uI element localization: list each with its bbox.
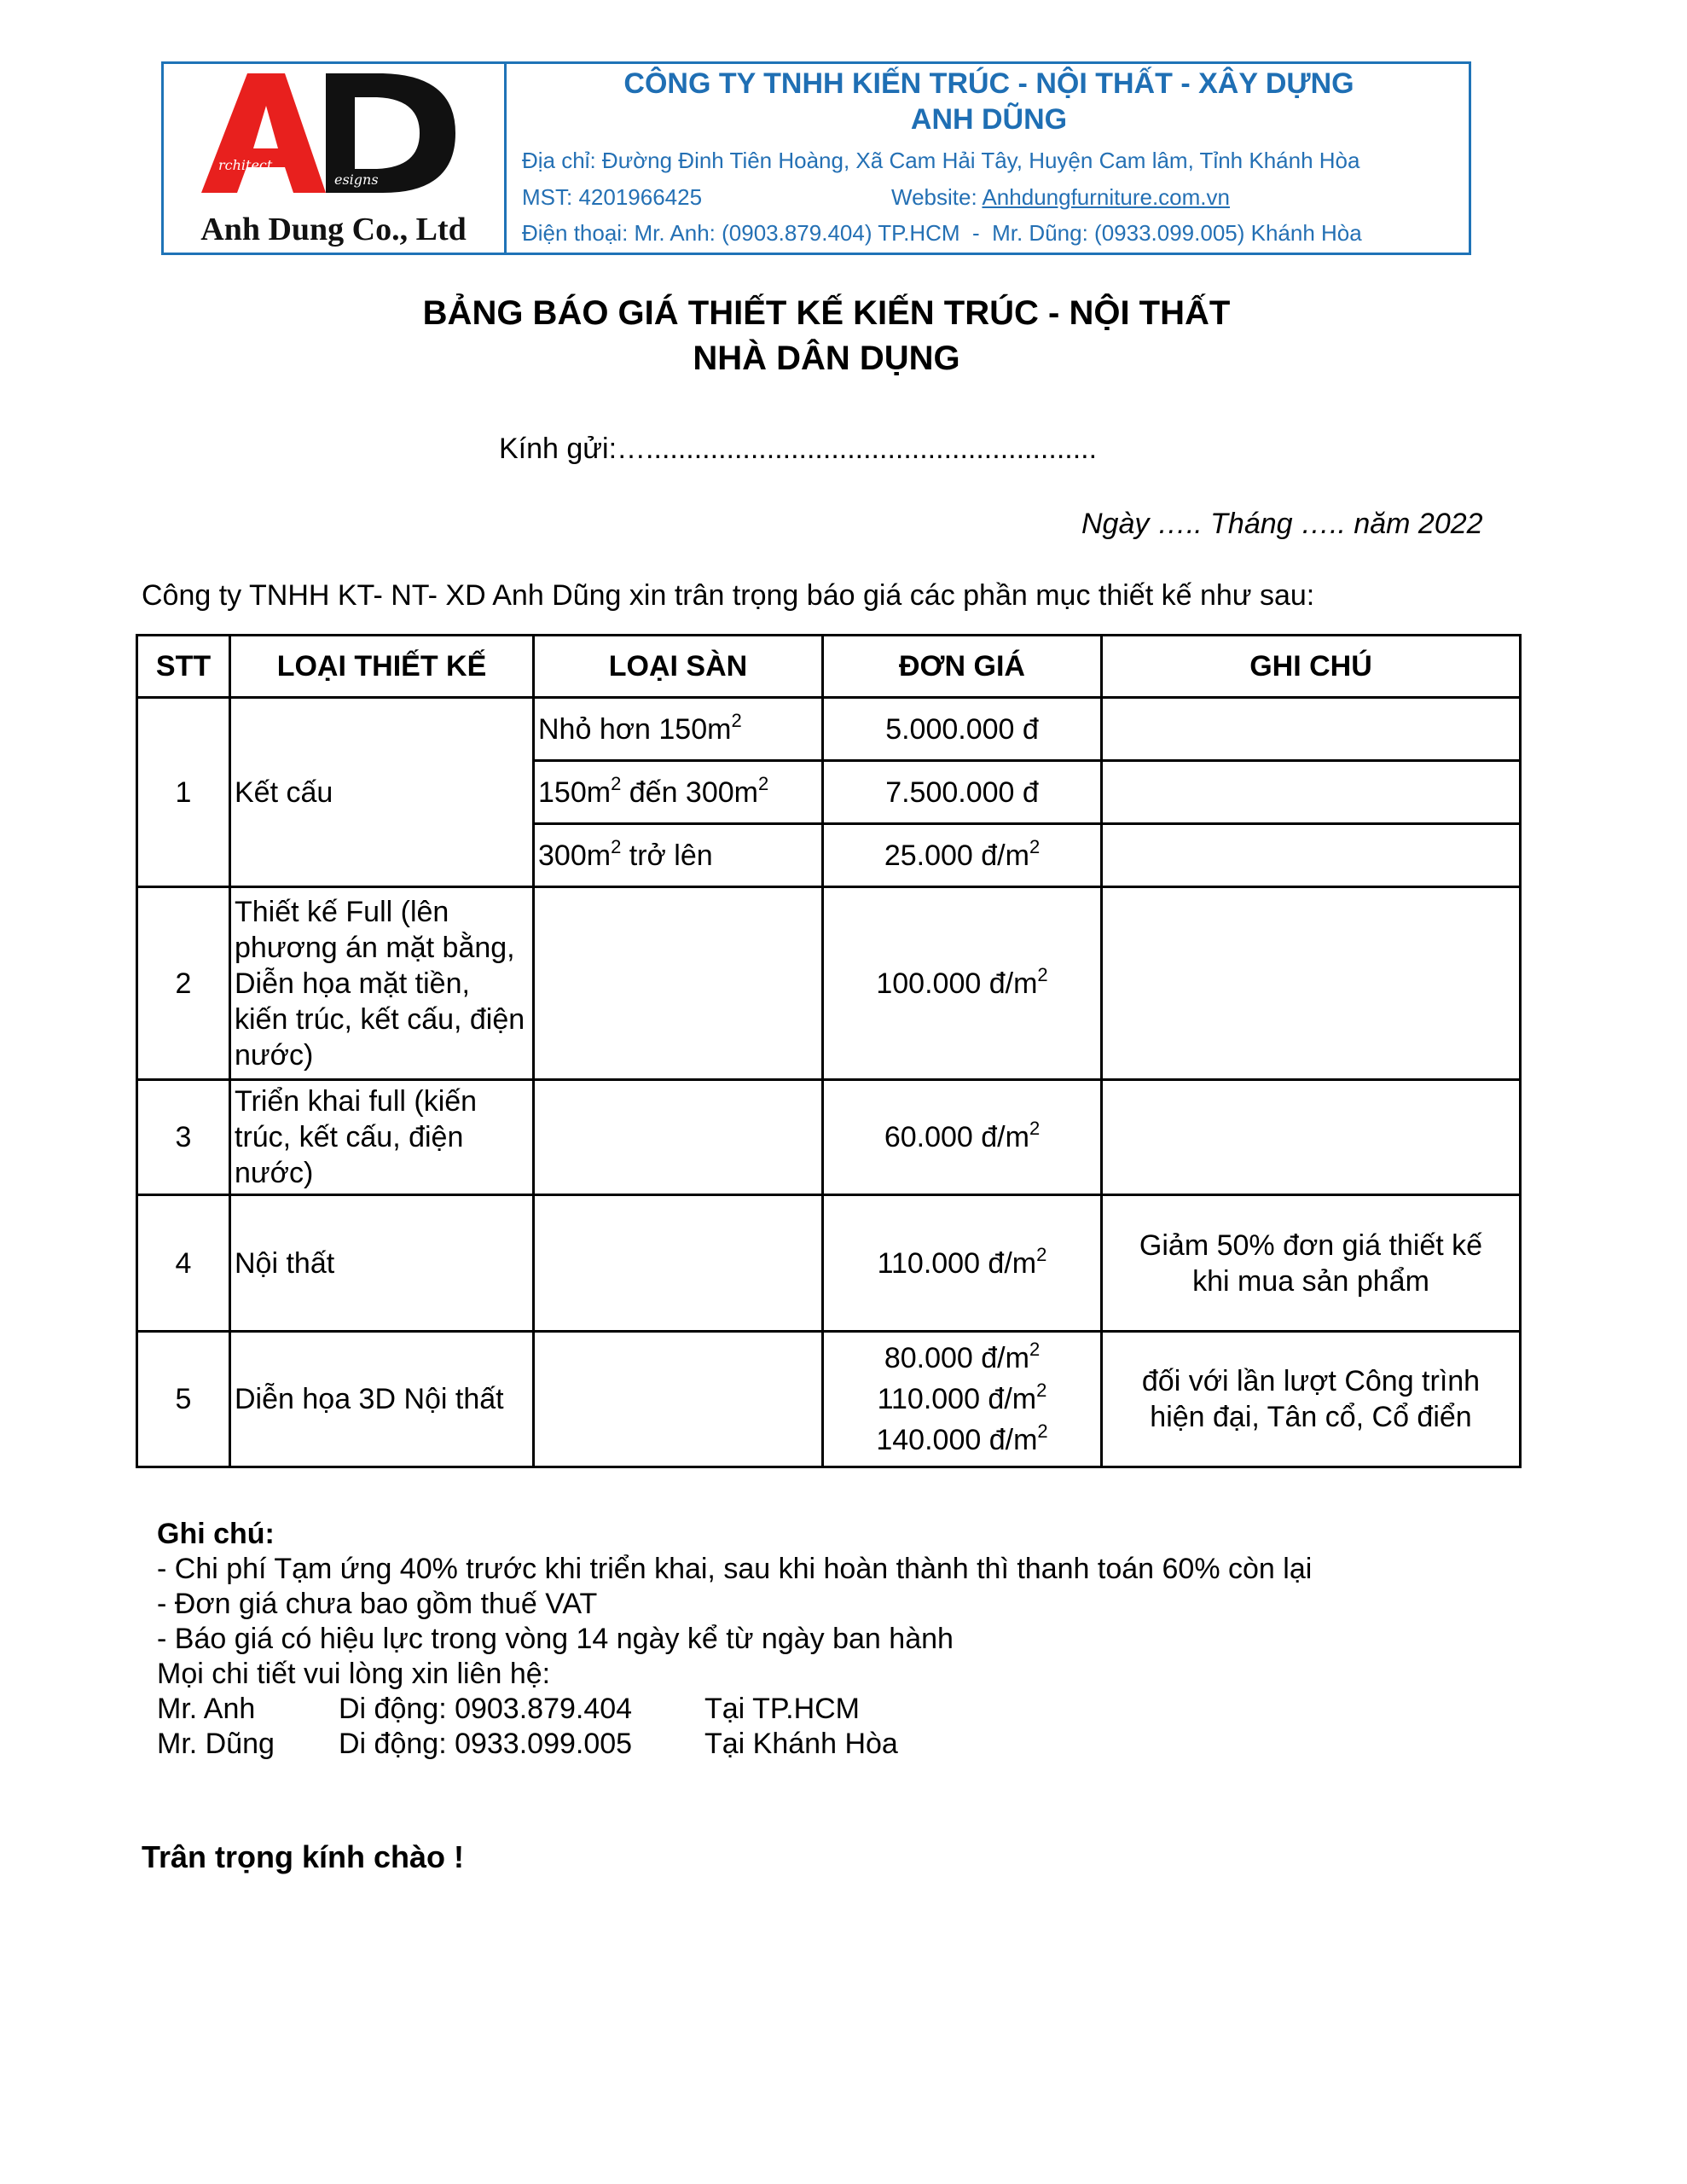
floor-sup: 2 <box>611 772 622 794</box>
cell-floor-type <box>534 887 823 1080</box>
date-line: Ngày ….. Tháng ….. năm 2022 <box>1081 508 1483 540</box>
note-item: - Chi phí Tạm ứng 40% trước khi triển khai, sau khi hoàn thành thì thanh toán 60% còn lại <box>157 1553 1313 1585</box>
floor-text-mid: trở lên <box>621 839 713 872</box>
cell-note <box>1102 761 1521 824</box>
cell-note: Giảm 50% đơn giá thiết kế khi mua sản phẩm <box>1102 1195 1521 1332</box>
header-stt: STT <box>137 636 230 698</box>
header-floor-type: LOẠI SÀN <box>534 636 823 698</box>
cell-stt: 5 <box>137 1332 230 1467</box>
cell-note <box>1102 1080 1521 1195</box>
company-logo <box>165 65 501 253</box>
floor-text: 150m <box>538 775 612 809</box>
document-title-line2: NHÀ DÂN DỤNG <box>693 340 960 377</box>
floor-text-mid: đến 300m <box>621 775 758 809</box>
price-text: 7.500.000 đ <box>885 775 1039 809</box>
table-row <box>137 1332 1521 1467</box>
logo-company-text: Anh Dung Co., Ltd <box>200 212 467 247</box>
cell-note <box>1102 824 1521 887</box>
notes-heading: Ghi chú: <box>157 1518 275 1550</box>
price-sup: 2 <box>1037 963 1048 985</box>
contact-phone: Di động: 0933.099.005 <box>339 1728 633 1760</box>
cell-note <box>1102 887 1521 1080</box>
cell-floor-type <box>534 1332 823 1467</box>
company-phone: Điện thoại: Mr. Anh: (0903.879.404) TP.HCM - Mr. Dũng: (0933.099.005) Khánh Hòa <box>522 220 1362 246</box>
price-table <box>136 634 1522 1468</box>
cell-stt: 3 <box>137 1080 230 1195</box>
cell-floor-type <box>534 1080 823 1195</box>
cell-note <box>1102 698 1521 761</box>
header-note: GHI CHÚ <box>1102 636 1521 698</box>
cell-unit-price <box>823 761 1102 824</box>
price-line <box>827 1379 1097 1420</box>
cell-floor-type <box>534 824 823 887</box>
cell-unit-price <box>823 824 1102 887</box>
cell-unit-price <box>823 887 1102 1080</box>
contact-intro: Mọi chi tiết vui lòng xin liên hệ: <box>157 1658 551 1690</box>
price-sup: 2 <box>1036 1380 1047 1401</box>
company-name-line1: CÔNG TY TNHH KIẾN TRÚC - NỘI THẤT - XÂY DỰNG <box>623 67 1354 100</box>
company-address: Địa chỉ: Đường Đinh Tiên Hoàng, Xã Cam Hải Tây, Huyện Cam lâm, Tỉnh Khánh Hòa <box>522 148 1360 173</box>
logo-script-d: esigns <box>334 171 379 188</box>
price-text: 110.000 đ/m <box>877 1383 1037 1415</box>
cell-design-type: Nội thất <box>230 1195 534 1332</box>
table-row <box>137 1080 1521 1195</box>
note-item: - Đơn giá chưa bao gồm thuế VAT <box>157 1588 598 1620</box>
company-website <box>891 184 1230 210</box>
price-text: 80.000 đ/m <box>884 1342 1029 1374</box>
cell-design-type: Kết cấu <box>230 698 534 887</box>
cell-unit-price <box>823 1195 1102 1332</box>
floor-sup: 2 <box>611 835 622 857</box>
note-item: - Báo giá có hiệu lực trong vòng 14 ngày kể từ ngày ban hành <box>157 1623 954 1655</box>
price-sup: 2 <box>1029 835 1041 857</box>
price-text: 5.000.000 đ <box>885 712 1039 746</box>
cell-stt: 2 <box>137 887 230 1080</box>
cell-design-type: Diễn họa 3D Nội thất <box>230 1332 534 1467</box>
floor-sup: 2 <box>731 709 742 731</box>
cell-unit-price <box>823 698 1102 761</box>
recipient-line: Kính gửi:…........................................................ <box>499 433 1098 465</box>
website-label: Website: <box>891 184 983 210</box>
price-sup: 2 <box>1029 1118 1041 1139</box>
website-link[interactable]: Anhdungfurniture.com.vn <box>982 184 1230 210</box>
intro-text: Công ty TNHH KT- NT- XD Anh Dũng xin trân trọng báo giá các phần mục thiết kế như sau: <box>142 579 1315 612</box>
cell-floor-type <box>534 1195 823 1332</box>
cell-floor-type <box>534 761 823 824</box>
header-design-type: LOẠI THIẾT KẾ <box>230 636 534 698</box>
floor-text: 300m <box>538 839 612 872</box>
cell-note: đối với lần lượt Công trình hiện đại, Tân cổ, Cổ điển <box>1102 1332 1521 1467</box>
table-row <box>137 1195 1521 1332</box>
contact-phone: Di động: 0903.879.404 <box>339 1693 633 1725</box>
table-row <box>137 698 1521 761</box>
header-unit-price: ĐƠN GIÁ <box>823 636 1102 698</box>
cell-floor-type <box>534 698 823 761</box>
cell-unit-price <box>823 1332 1102 1467</box>
company-name-line2: ANH DŨNG <box>910 103 1068 136</box>
contact-name: Mr. Dũng <box>157 1728 275 1760</box>
document-title-line1: BẢNG BÁO GIÁ THIẾT KẾ KIẾN TRÚC - NỘI THẤT <box>422 294 1231 332</box>
logo-script-a: rchitect <box>218 157 273 173</box>
closing-text: Trân trọng kính chào ! <box>142 1839 465 1874</box>
contact-place: Tại TP.HCM <box>704 1693 861 1725</box>
price-line <box>827 1338 1097 1379</box>
cell-stt: 1 <box>137 698 230 887</box>
price-text: 140.000 đ/m <box>876 1424 1038 1456</box>
cell-design-type: Thiết kế Full (lên phương án mặt bằng, Diễn họa mặt tiền, kiến trúc, kết cấu, điện nước) <box>230 887 534 1080</box>
price-line <box>827 1420 1097 1461</box>
price-text: 25.000 đ/m <box>884 839 1029 872</box>
table-header-row <box>137 636 1521 698</box>
contact-place: Tại Khánh Hòa <box>704 1728 898 1760</box>
contact-name: Mr. Anh <box>157 1693 256 1725</box>
table-row <box>137 887 1521 1080</box>
price-sup: 2 <box>1036 1243 1047 1265</box>
cell-stt: 4 <box>137 1195 230 1332</box>
floor-text: Nhỏ hơn 150m <box>538 712 732 746</box>
company-tax-id: MST: 4201966425 <box>522 184 703 210</box>
price-text: 100.000 đ/m <box>876 967 1038 1000</box>
floor-sup2: 2 <box>757 772 769 794</box>
price-sup: 2 <box>1037 1420 1048 1442</box>
price-text: 60.000 đ/m <box>884 1121 1029 1153</box>
cell-design-type: Triển khai full (kiến trúc, kết cấu, điện nước) <box>230 1080 534 1195</box>
price-sup: 2 <box>1029 1339 1041 1360</box>
price-text: 110.000 đ/m <box>877 1246 1037 1280</box>
cell-unit-price <box>823 1080 1102 1195</box>
